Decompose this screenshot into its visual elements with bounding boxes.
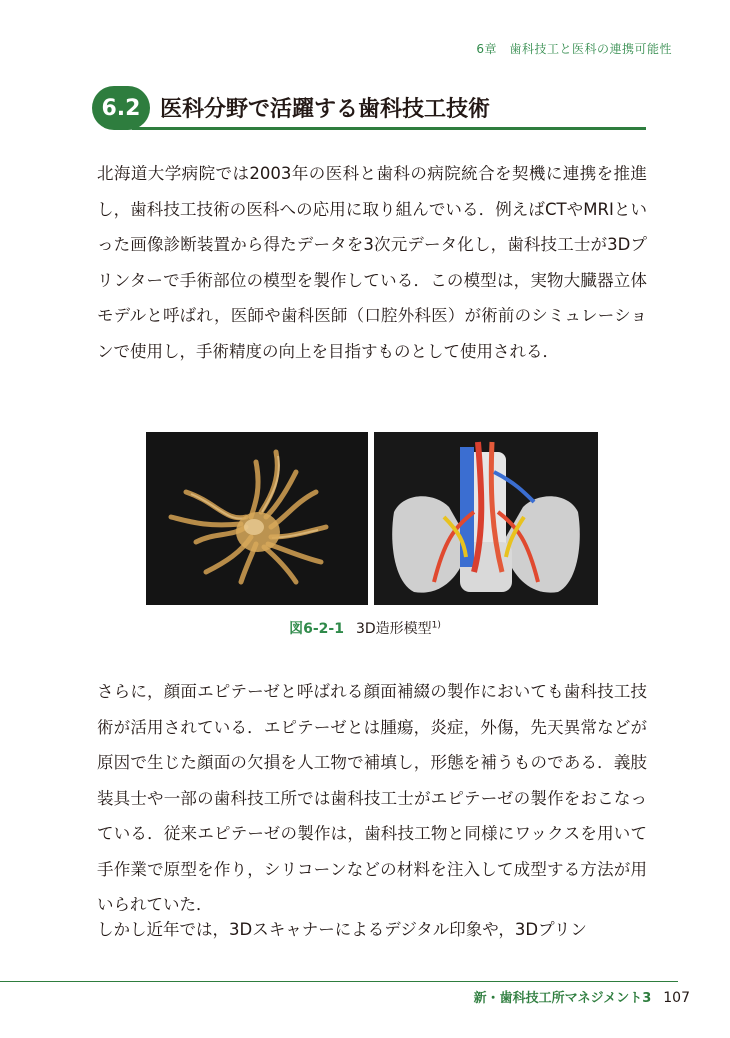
section-header [92,86,646,130]
vascular-model-photo [146,432,368,605]
paragraph-intro: 北海道大学病院では2003年の医科と歯科の病院統合を契機に連携を推進し，歯科技工技術の医科への応用に取り組んでいる．例えばCTやMRIといった画像診断装置から得たデータを3次元データ化し，歯科技工士が3Dプリンターで手術部位の模型を製作している．この模型は，実物大臓器立体モデルと呼ばれ，医師や歯科医師（口腔外科医）が術前のシミュレーションで使用し，手術精度の向上を目指すものとして使用される． [97,164,647,361]
paragraph-epithesis: さらに，顔面エピテーゼと呼ばれる顔面補綴の製作においても歯科技工技術が活用されている．エピテーゼとは腫瘍，炎症，外傷，先天異常などが原因で生じた顔面の欠損を人工物で補填し，形態を補うものである．義肢装具士や一部の歯科技工所では歯科技工士がエピテーゼの製作をおこなっている．従来エピテーゼの製作は，歯科技工物と同様にワックスを用いて手作業で原型を作り，シリコーンなどの材料を注入して成型する方法が用いられていた． [97,682,647,914]
figure-label: 3D造形模型 [355,621,432,637]
figure-caption [0,618,730,638]
page-footer [474,987,690,1006]
section-underline [132,127,646,130]
figure-3d-models [146,432,598,605]
running-head: 6章 歯科技工と医科の連携可能性 [476,42,672,56]
paragraph-continued: しかし近年では，3Dスキャナーによるデジタル印象や，3Dプリン [97,920,587,939]
book-title: 新・歯科技工所マネジメント3 [473,991,652,1006]
section-title: 医科分野で活躍する歯科技工技術 [160,97,491,122]
page-number: 107 [663,990,690,1006]
figure-reference: 1) [431,620,441,631]
pelvis-model-photo [374,432,598,605]
section-number-badge: 6.2 [92,86,150,130]
figure-number: 図6-2-1 [289,621,344,637]
footer-rule [0,981,678,982]
